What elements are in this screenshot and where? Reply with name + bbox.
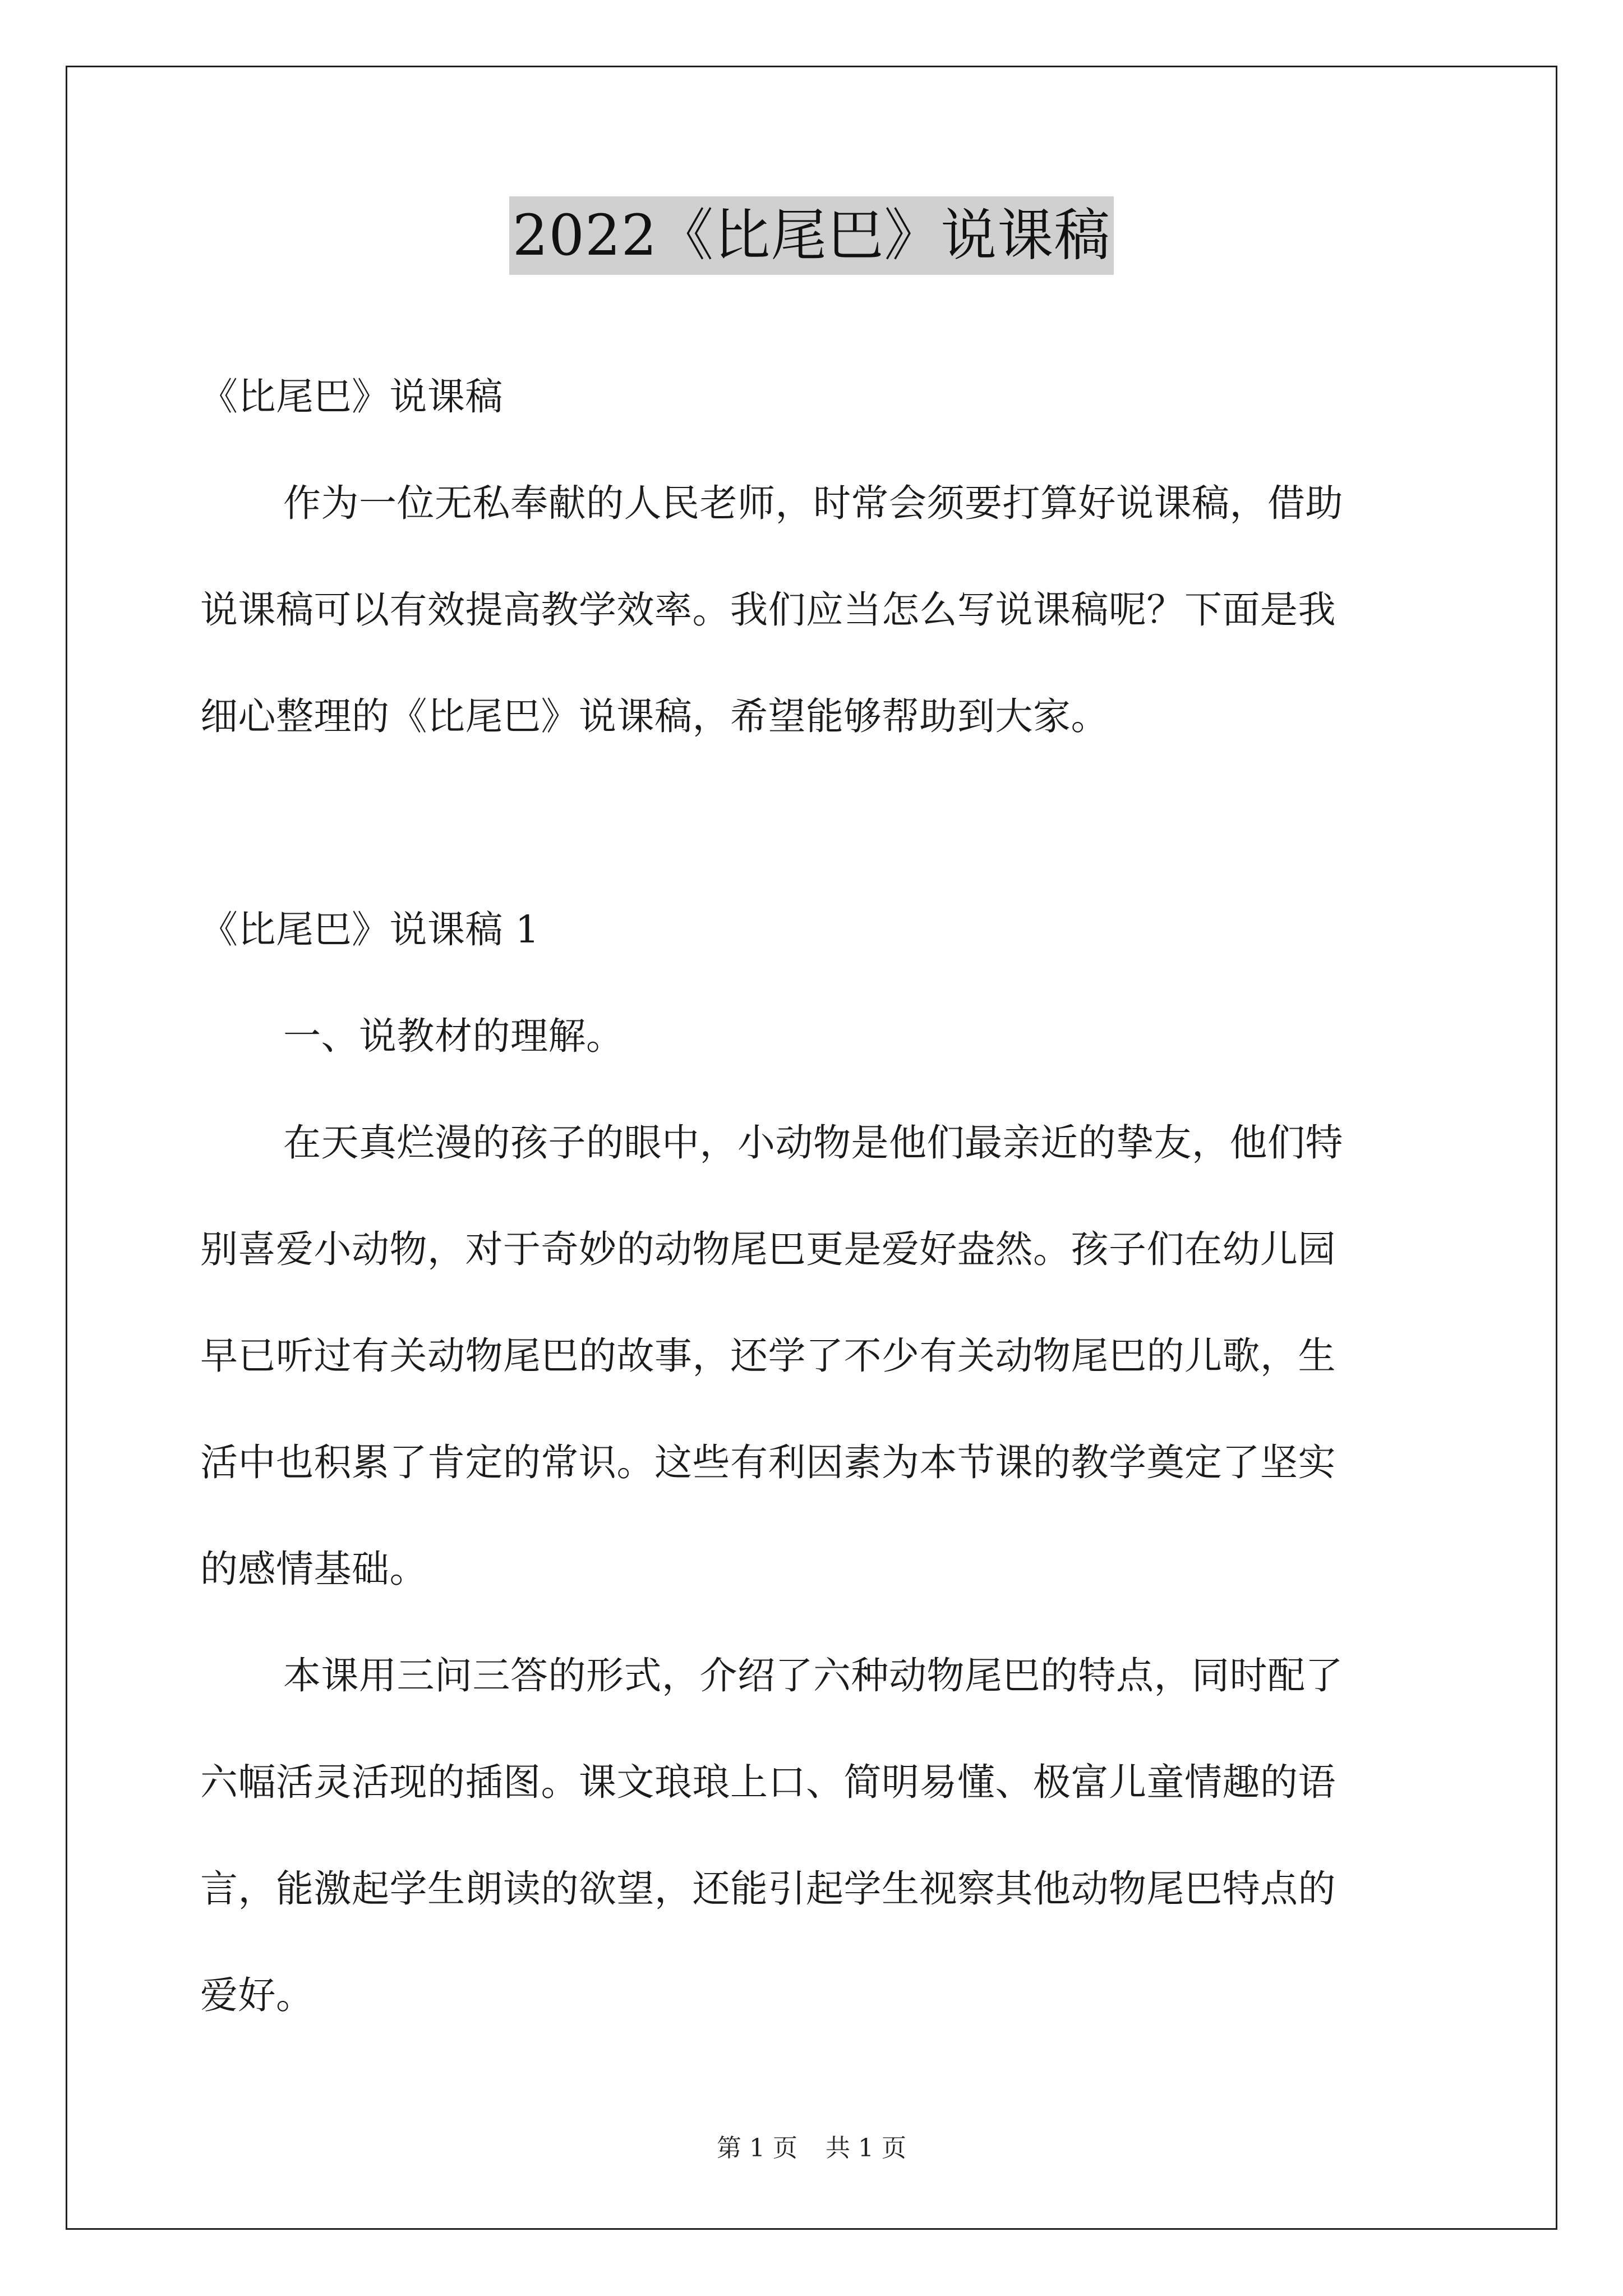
paragraph-line: 在天真烂漫的孩子的眼中，小动物是他们最亲近的挚友，他们特: [283, 1121, 1343, 1165]
paragraph-line: 早已听过有关动物尾巴的故事，还学了不少有关动物尾巴的儿歌，生: [200, 1334, 1336, 1378]
section-heading: 《比尾巴》说课稿 1: [200, 908, 540, 951]
document-body: [200, 343, 1423, 2049]
document-title: 2022《比尾巴》说课稿: [509, 196, 1114, 275]
paragraph-line: 言，能激起学生朗读的欲望，还能引起学生视察其他动物尾巴特点的: [200, 1867, 1336, 1911]
paragraph-line: 六幅活灵活现的插图。课文琅琅上口、简明易懂、极富儿童情趣的语: [200, 1760, 1336, 1804]
paragraph-line: 活中也积累了肯定的常识。这些有利因素为本节课的教学奠定了坚实: [200, 1441, 1336, 1484]
page-number: 第 1 页: [717, 2134, 797, 2162]
paragraph-line: 作为一位无私奉献的人民老师，时常会须要打算好说课稿，借助: [283, 481, 1343, 525]
paragraph-line: 本课用三问三答的形式，介绍了六种动物尾巴的特点，同时配了: [283, 1654, 1343, 1697]
paragraph-line: 细心整理的《比尾巴》说课稿，希望能够帮助到大家。: [200, 694, 1109, 738]
paragraph-line: 的感情基础。: [200, 1547, 427, 1591]
paragraph-line: 说课稿可以有效提高教学效率。我们应当怎么写说课稿呢？下面是我: [200, 588, 1336, 632]
page-footer: [0, 2132, 1623, 2165]
subsection-heading: 一、说教材的理解。: [283, 1014, 624, 1058]
paragraph-line: 爱好。: [200, 1973, 314, 2017]
page-total: 共 1 页: [826, 2134, 906, 2162]
blank-line: [200, 770, 1423, 876]
title-block: [0, 196, 1623, 275]
paragraph-line: 别喜爱小动物，对于奇妙的动物尾巴更是爱好盎然。孩子们在幼儿园: [200, 1227, 1336, 1271]
subtitle-line: 《比尾巴》说课稿: [200, 375, 503, 418]
